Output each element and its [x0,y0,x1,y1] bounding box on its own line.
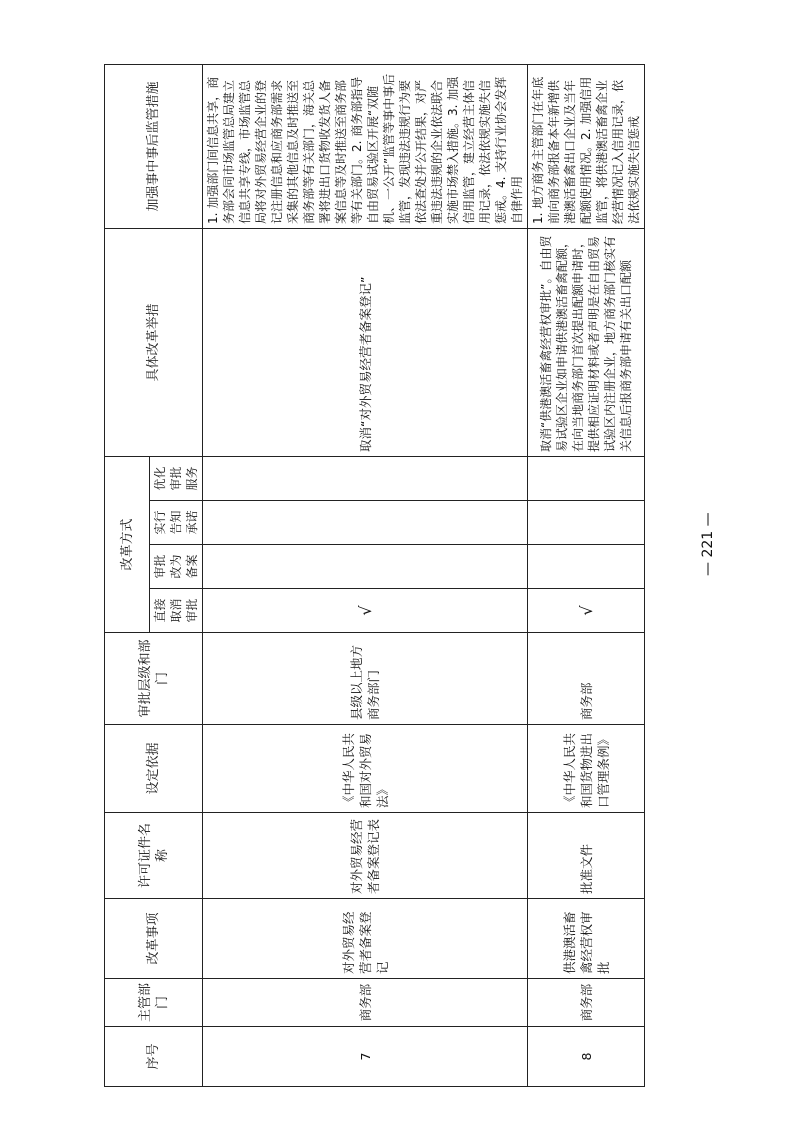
header-method-optimize: 优化审批服务 [150,456,203,500]
row-item: 供港澳活畜禽经营权审批 [528,899,645,979]
header-item: 改革事项 [105,899,203,979]
header-method: 改革方式 [105,456,150,632]
table-row [203,64,528,1086]
row-dept: 商务部 [528,979,645,1027]
row-item: 对外贸易经营者备案登记 [203,899,528,979]
table-canvas [104,65,641,1087]
rotated-page [104,65,641,1087]
row-basis: 《中华人民共和国货物进出口管理条例》 [528,725,645,813]
header-method-cancel: 直接取消审批 [150,589,203,633]
header-row-1 [105,64,150,1086]
row-method-filing [528,545,645,589]
header-license: 许可证件名称 [105,813,203,899]
table-row [528,64,645,1086]
row-supervision: 1. 加强部门间信息共享，商务部会同市场监管总局建立信息共享专线，市场监管总局将对外贸易经营企业的登记注册信息和应商务部需求采集的其他信息及时推送至商务部等有关部门，海关总署将进出口货物收发货人备案信息等及时推送至商务部等有关部门。2. 商务部指导自由贸易试验区开展“双随机、一公开”监管等事中事后监管，发现违法违规行为要依法查处并公开结果，对严重违法违规的企业依法联合实施市场禁入措施。3. 加强信用监管，建立经营主体信用记录，依法依规实施失信惩戒。4. 支持行业协会发挥自律作用 [203,64,528,228]
row-basis: 《中华人民共和国对外贸易法》 [203,725,528,813]
row-seq: 8 [528,1027,645,1087]
row-level: 县级以上地方商务部门 [203,633,528,725]
row-seq: 7 [203,1027,528,1087]
page-number [700,512,720,576]
row-measures: 取消“对外贸易经营者备案登记” [203,228,528,456]
row-level: 商务部 [528,633,645,725]
header-measures: 具体改革举措 [105,228,203,456]
row-supervision: 1. 地方商务主管部门在年底前向商务部报备本年新增供港澳活畜禽出口企业及当年配额使用情况。2. 加强信用监管，将供港澳活畜禽企业经营情况记入信用记录，依法依规实施失信惩戒 [528,64,645,228]
header-supervision: 加强事中事后监管措施 [105,64,203,228]
header-seq: 序号 [105,1027,203,1087]
header-method-filing: 审批改为备案 [150,545,203,589]
row-method-cancel: √ [528,589,645,633]
page-number-text: — 221 — [700,512,716,576]
row-method-cancel: √ [203,589,528,633]
row-method-commitment [203,501,528,545]
header-method-commitment: 实行告知承诺 [150,501,203,545]
row-license: 对外贸易经营者备案登记表 [203,813,528,899]
row-dept: 商务部 [203,979,528,1027]
row-method-filing [203,545,528,589]
reform-table [104,64,645,1087]
header-dept: 主管部门 [105,979,203,1027]
row-measures: 取消“供港澳活畜禽经营权审批”。自由贸易试验区企业如申请供港澳活畜禽配额，在向当地商务部门首次提出配额申请时，提供相应证明材料或者声明是在自由贸易试验区内注册企业，地方商务部门核实有关信息后报商务部申请有关出口配额 [528,228,645,456]
row-license: 批准文件 [528,813,645,899]
row-method-optimize [203,456,528,500]
header-basis: 设定依据 [105,725,203,813]
header-level: 审批层级和部门 [105,633,203,725]
row-method-commitment [528,501,645,545]
row-method-optimize [528,456,645,500]
